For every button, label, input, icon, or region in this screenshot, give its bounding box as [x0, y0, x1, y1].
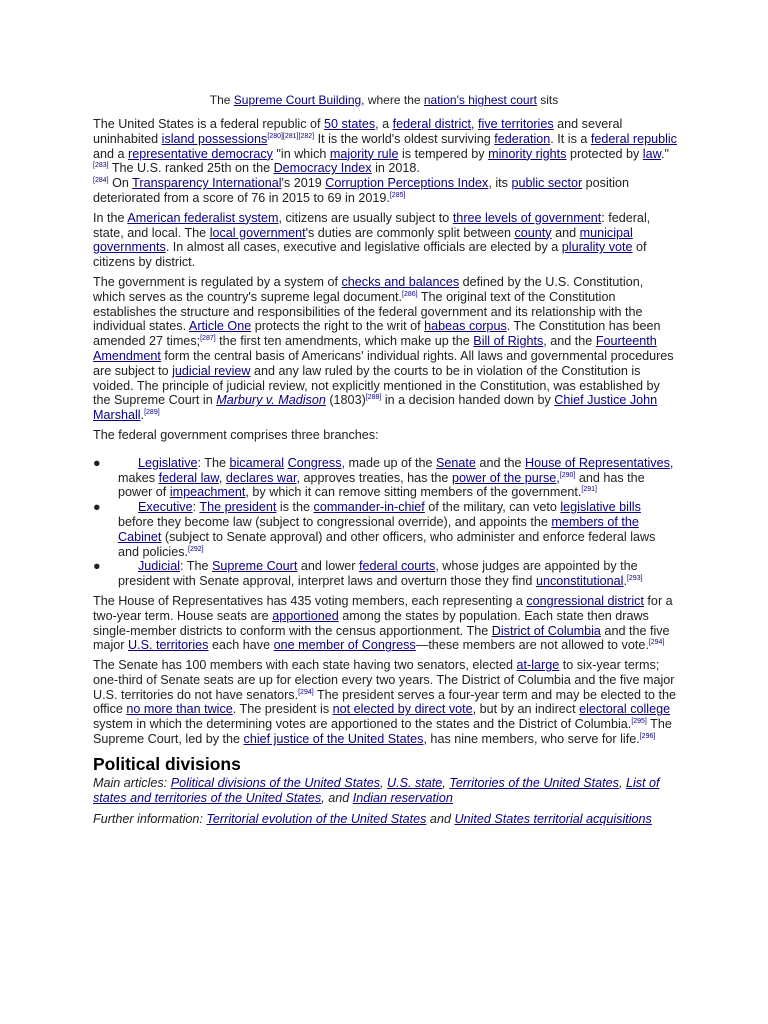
link-habeas-corpus[interactable]: habeas corpus: [424, 319, 507, 334]
text: It is the world's oldest surviving: [314, 131, 495, 146]
link-us-state[interactable]: U.S. state: [387, 775, 443, 790]
link-federal-courts[interactable]: federal courts: [359, 559, 436, 574]
link-bicameral[interactable]: bicameral: [229, 455, 285, 470]
text: :: [192, 500, 200, 515]
text: and: [426, 812, 455, 827]
text: and lower: [297, 559, 359, 574]
text: in a decision handed down by: [381, 393, 555, 408]
text: and: [551, 225, 580, 240]
text: , made up of the: [341, 455, 437, 470]
text: Main articles:: [93, 775, 171, 790]
paragraph-federal-republic: [93, 117, 677, 206]
text: to six-year terms; one-third of Senate seats are up for election every two years. The District of Columbia and the five major U.S. territories do not have senators.: [93, 658, 675, 702]
caption-text: , where the: [361, 93, 424, 107]
link-democracy-index[interactable]: Democracy Index: [273, 161, 372, 176]
citation-ref[interactable]: [283]: [93, 162, 109, 170]
citation-ref[interactable]: [285]: [389, 191, 406, 199]
citation-ref[interactable]: [284]: [93, 177, 109, 184]
text: among the states by population. Each state then draws single-member districts to conform with the census apportionment. The: [93, 608, 649, 638]
link-us-territories[interactable]: U.S. territories: [128, 638, 209, 653]
text: The House of Representatives has 435 voting members, each representing a: [93, 593, 527, 608]
text: The president serves a four-year term and may be elected to the office: [93, 687, 677, 717]
text: protects the right to the writ of: [251, 319, 425, 334]
text: , and the: [543, 334, 596, 349]
link-executive[interactable]: Executive: [138, 500, 193, 515]
text: system in which the determining votes are apportioned to the states and the District of Columbia.: [93, 717, 632, 732]
text: and the: [475, 455, 525, 470]
link-corruption-perceptions-index[interactable]: Corruption Perceptions Index: [325, 176, 489, 191]
text: The Supreme Court, led by the: [93, 717, 672, 747]
text: and the five major: [93, 623, 670, 653]
link-five-territories[interactable]: five territories: [478, 117, 554, 131]
text: of the military, can veto: [424, 500, 561, 515]
text: and has the power of: [118, 470, 645, 500]
link-federal-district[interactable]: federal district: [392, 117, 472, 131]
text: ,: [471, 117, 479, 131]
link-chief-justice-of-the-united-states[interactable]: chief justice of the United States: [243, 732, 424, 747]
article-content: [93, 117, 677, 834]
link-county[interactable]: county: [514, 225, 552, 240]
text: for a two-year term. House seats are: [93, 593, 673, 623]
link-unconstitutional[interactable]: unconstitutional: [535, 574, 624, 589]
caption-text: The: [209, 93, 234, 107]
text: , citizens are usually subject to: [278, 210, 453, 225]
bullet-icon: ●: [93, 559, 101, 574]
link-not-elected-by-direct-vote[interactable]: not elected by direct vote: [332, 702, 473, 717]
text: "in which: [272, 146, 330, 161]
text: (1803): [325, 393, 366, 408]
bullet-icon: ●: [93, 455, 101, 470]
link-supreme-court-building[interactable]: Supreme Court Building: [233, 93, 362, 107]
list-item-legislative: [93, 456, 677, 500]
text: (subject to Senate approval) and other officers, who administer and enforce federal laws and policies.: [118, 529, 656, 559]
citation-ref[interactable]: [287]: [200, 334, 216, 342]
text: ,: [380, 775, 387, 790]
paragraph-senate: [93, 658, 677, 747]
link-house-of-representatives[interactable]: House of Representatives: [524, 455, 670, 470]
hatnote-main-articles: [93, 776, 677, 806]
text: protected by: [566, 146, 643, 161]
link-federal-republic[interactable]: federal republic: [590, 131, 677, 146]
text: , whose judges are appointed by the president with Senate approval, interpret laws and overturn those they find: [118, 559, 638, 589]
paragraph-checks-and-balances: [93, 275, 677, 423]
link-at-large[interactable]: at-large: [516, 658, 560, 673]
citation-ref[interactable]: [286]: [402, 290, 418, 298]
text: defined by the U.S. Constitution, which serves as the country's supreme legal document.: [93, 274, 644, 304]
citation-ref[interactable]: [290]: [559, 471, 576, 479]
link-article-one[interactable]: Article One: [188, 319, 252, 334]
text: .": [661, 146, 669, 161]
image-caption: [0, 93, 768, 108]
text: before they become law (subject to congressional override), and appoints the: [118, 514, 552, 529]
link-chief-justice-john-marshall[interactable]: Chief Justice John Marshall: [93, 393, 658, 423]
paragraph-federalist-system: [93, 211, 677, 270]
link-congress[interactable]: Congress: [287, 455, 342, 470]
text: . In almost all cases, executive and legislative officials are elected by a: [165, 240, 562, 255]
text: . It is a: [550, 131, 591, 146]
text: 's 2019: [281, 176, 326, 191]
citation-ref[interactable]: [295]: [631, 718, 647, 726]
link-political-divisions[interactable]: Political divisions of the United States: [170, 775, 380, 790]
citation-ref[interactable]: [294]: [648, 639, 665, 647]
link-the-president[interactable]: The president: [199, 500, 277, 515]
link-territorial-acquisitions[interactable]: United States territorial acquisitions: [454, 812, 652, 827]
link-judicial-review[interactable]: judicial review: [172, 363, 251, 378]
link-law[interactable]: law: [642, 146, 661, 161]
list-item-executive: [93, 500, 677, 559]
text: , by which it can remove sitting members of the government.: [245, 485, 582, 500]
text: : The: [180, 559, 212, 574]
link-nations-highest-court[interactable]: nation's highest court: [423, 93, 537, 107]
link-indian-reservation[interactable]: Indian reservation: [352, 790, 453, 805]
link-three-levels-of-government[interactable]: three levels of government: [452, 210, 602, 225]
citation-ref[interactable]: [296]: [639, 732, 656, 740]
link-territories-of-the-united-states[interactable]: Territories of the United States: [449, 775, 619, 790]
text: is the: [276, 500, 314, 515]
text: is tempered by: [398, 146, 489, 161]
text: , and: [321, 790, 353, 805]
link-list-of-states-and-territories[interactable]: List of states and territories of the United States: [93, 775, 660, 805]
link-district-of-columbia[interactable]: District of Columbia: [491, 623, 601, 638]
link-checks-and-balances[interactable]: checks and balances: [341, 274, 460, 289]
text: form the central basis of Americans' individual rights. All laws and governmental procedures are subject to: [93, 348, 674, 378]
text: . The Constitution has been amended 27 times;: [93, 319, 661, 349]
link-federation[interactable]: federation: [494, 131, 551, 146]
text: The United States is a federal republic of: [93, 117, 325, 131]
link-congressional-district[interactable]: congressional district: [526, 593, 644, 608]
link-legislative-bills[interactable]: legislative bills: [560, 500, 641, 515]
text: , but by an indirect: [472, 702, 580, 717]
paragraph-three-branches: The federal government comprises three branches:: [93, 427, 379, 442]
citation-ref[interactable]: [280][281][282]: [267, 132, 315, 140]
text: , makes: [118, 455, 674, 485]
link-federal-law[interactable]: federal law: [158, 470, 219, 485]
text: The U.S. ranked 25th on the: [108, 161, 274, 176]
citation-ref[interactable]: [294]: [298, 688, 314, 696]
link-municipal-governments[interactable]: municipal governments: [93, 225, 633, 255]
link-legislative[interactable]: Legislative: [138, 455, 198, 470]
text: ,: [618, 775, 626, 790]
text: . The president is: [232, 702, 333, 717]
text: , approves treaties, has the: [296, 470, 452, 485]
text: and any law ruled by the courts to be in violation of the Constitution is voided. The principle of judicial review, not explicitly mentioned in the Constitution, was established by the Supreme Court in: [93, 363, 660, 408]
text: .: [623, 574, 627, 589]
link-representative-democracy[interactable]: representative democracy: [128, 146, 273, 161]
text: ,: [218, 470, 226, 485]
link-island-possessions[interactable]: island possessions: [161, 131, 268, 146]
citation-ref[interactable]: [291]: [581, 486, 597, 494]
text: each have: [208, 638, 274, 653]
link-minority-rights[interactable]: minority rights: [488, 146, 567, 161]
text: , has nine members, who serve for life.: [423, 732, 640, 747]
text: On: [108, 176, 133, 191]
link-transparency-international[interactable]: Transparency International: [132, 176, 282, 191]
text: , its: [488, 176, 512, 191]
text: The Senate has 100 members with each state having two senators, elected: [93, 658, 517, 673]
text: Further information:: [93, 812, 207, 827]
caption-text: sits: [536, 93, 559, 107]
link-50-states[interactable]: 50 states: [324, 117, 376, 131]
link-apportioned[interactable]: apportioned: [272, 608, 339, 623]
text: in 2018.: [371, 161, 420, 176]
link-power-of-the-purse[interactable]: power of the purse: [451, 470, 557, 485]
citation-ref[interactable]: [288]: [365, 394, 382, 402]
text: and several uninhabited: [93, 117, 623, 146]
link-public-sector[interactable]: public sector: [511, 176, 583, 191]
hatnote-further-information: [93, 812, 677, 827]
link-electoral-college[interactable]: electoral college: [579, 702, 671, 717]
link-members-of-the-cabinet[interactable]: members of the Cabinet: [118, 514, 639, 544]
text: The government is regulated by a system of: [93, 274, 342, 289]
link-no-more-than-twice[interactable]: no more than twice: [126, 702, 233, 717]
link-american-federalist-system[interactable]: American federalist system: [127, 210, 279, 225]
text: —these members are not allowed to vote.: [415, 638, 649, 653]
link-senate[interactable]: Senate: [436, 455, 476, 470]
text: .: [140, 408, 145, 423]
link-territorial-evolution[interactable]: Territorial evolution of the United States: [206, 812, 427, 827]
text: position deteriorated from a score of 76 in 2015 to 69 in 2019.: [93, 176, 630, 205]
link-supreme-court[interactable]: Supreme Court: [211, 559, 298, 574]
text: ,: [442, 775, 450, 790]
text: of citizens by district.: [93, 240, 647, 270]
citation-ref[interactable]: [293]: [626, 574, 643, 582]
citation-ref[interactable]: [289]: [144, 408, 160, 416]
text: In the: [93, 210, 128, 225]
text: and a: [93, 146, 129, 161]
text: : The: [197, 455, 230, 470]
paragraph-house: [93, 594, 677, 653]
link-bill-of-rights[interactable]: Bill of Rights: [473, 334, 544, 349]
link-marbury-v-madison[interactable]: Marbury v. Madison: [216, 393, 326, 408]
link-commander-in-chief[interactable]: commander-in-chief: [313, 500, 425, 515]
text: the first ten amendments, which make up the: [215, 334, 474, 349]
link-one-member-of-congress[interactable]: one member of Congress: [273, 638, 416, 653]
link-declares-war[interactable]: declares war: [225, 470, 297, 485]
text: , a: [375, 117, 393, 131]
link-fourteenth-amendment[interactable]: Fourteenth Amendment: [93, 334, 657, 363]
list-item-judicial: [93, 559, 677, 589]
branches-list: [93, 456, 677, 589]
link-judicial[interactable]: Judicial: [138, 559, 180, 574]
text: 's duties are commonly split between: [305, 225, 515, 240]
text: : federal, state, and local. The: [93, 210, 651, 240]
citation-ref[interactable]: [292]: [188, 545, 204, 553]
section-heading-political-divisions: Political divisions: [93, 753, 241, 774]
link-plurality-vote[interactable]: plurality vote: [561, 240, 633, 255]
bullet-icon: ●: [93, 500, 101, 515]
text: The original text of the Constitution establishes the structure and responsibilities of the federal government and its relationship with the individual states.: [93, 289, 643, 334]
link-local-government[interactable]: local government: [209, 225, 306, 240]
text: ,: [556, 470, 560, 485]
link-majority-rule[interactable]: majority rule: [329, 146, 399, 161]
link-impeachment[interactable]: impeachment: [169, 485, 246, 500]
